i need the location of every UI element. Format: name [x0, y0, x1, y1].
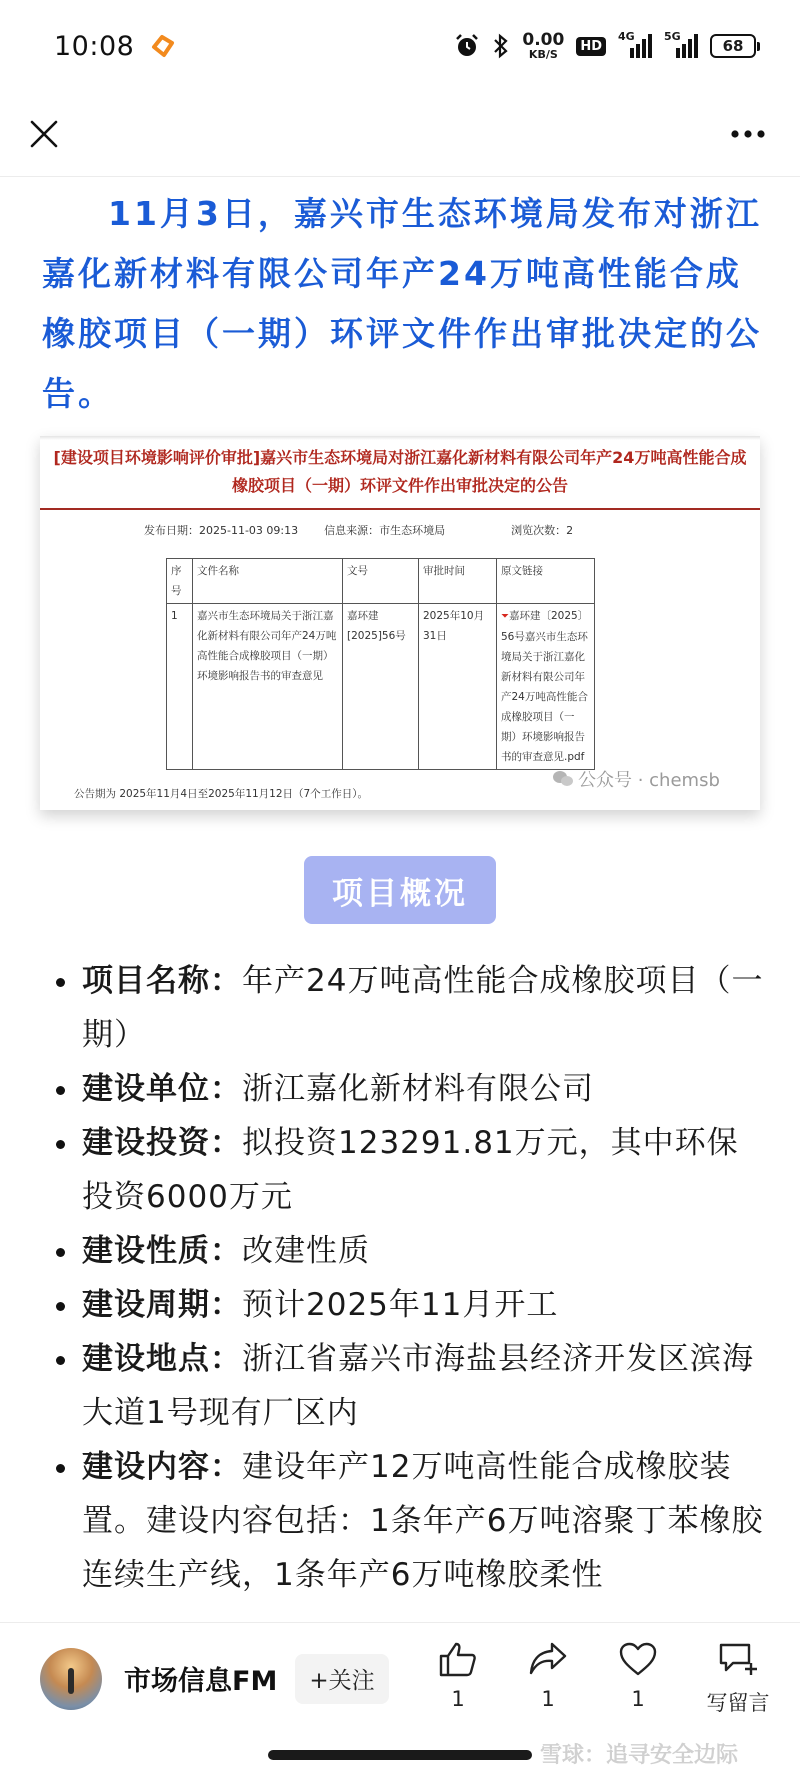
- article-headline: 11月3日，嘉兴市生态环境局发布对浙江嘉化新材料有限公司年产24万吨高性能合成橡胶项目（一期）环评文件作出审批决定的公告。: [42, 194, 762, 413]
- info-key: 建设性质：: [82, 1233, 242, 1269]
- battery-icon: [710, 34, 760, 58]
- share-icon: [528, 1641, 568, 1677]
- notice-source: 信息来源：市生态环境局: [324, 524, 446, 537]
- more-icon: [730, 129, 766, 139]
- info-value: 年产24万吨高性能合成橡胶项目（一期）: [82, 963, 764, 1053]
- image-watermark: 公众号 · chemsb: [552, 766, 720, 792]
- table-header: 原文链接: [497, 559, 595, 604]
- embedded-notice-image[interactable]: [40, 436, 760, 810]
- close-icon: [29, 119, 59, 149]
- info-key: 建设地点：: [82, 1341, 242, 1377]
- table-header: 文号: [343, 559, 419, 604]
- info-value: 建设年产12万吨高性能合成橡胶装置。建设内容包括：1条年产6万吨溶聚丁苯橡胶连续生产线，1条年产6万吨橡胶柔性: [82, 1449, 764, 1593]
- table-header: 序号: [167, 559, 193, 604]
- follow-button[interactable]: +关注: [295, 1654, 388, 1704]
- close-button[interactable]: [22, 112, 66, 156]
- favorite-button[interactable]: [610, 1641, 666, 1717]
- project-info-list: [50, 954, 768, 1602]
- bottom-action-bar: [0, 1622, 800, 1734]
- alarm-icon: [454, 33, 480, 59]
- table-cell-index: 1: [167, 604, 193, 770]
- author-name[interactable]: 市场信息FM: [124, 1666, 278, 1697]
- info-value: 浙江省嘉兴市海盐县经济开发区滨海大道1号现有厂区内: [82, 1341, 754, 1431]
- info-key: 项目名称：: [82, 963, 242, 999]
- notice-footnote: 公告期为 2025年11月4日至2025年11月12日（7个工作日）。: [74, 788, 368, 800]
- table-cell-doc-no: 嘉环建[2025]56号: [343, 604, 419, 770]
- article-body: [0, 176, 800, 424]
- bluetooth-icon: [492, 33, 510, 59]
- network-speed: 0.00 KB/S: [522, 30, 565, 61]
- comment-add-icon: [717, 1641, 759, 1677]
- list-item: [50, 954, 768, 1062]
- table-header: 文件名称: [193, 559, 343, 604]
- more-options-button[interactable]: [726, 112, 770, 156]
- table-header: 审批时间: [419, 559, 497, 604]
- list-item: [50, 1062, 768, 1116]
- wechat-icon: [552, 770, 574, 788]
- list-item: [50, 1278, 768, 1332]
- nav-header: [0, 92, 800, 176]
- like-button[interactable]: [430, 1641, 486, 1717]
- list-item: [50, 1332, 768, 1440]
- table-cell-approval-date: 2025年10月31日: [419, 604, 497, 770]
- info-key: 建设周期：: [82, 1287, 242, 1323]
- heart-icon: [618, 1641, 658, 1677]
- notice-title: [建设项目环境影响评价审批]嘉兴市生态环境局对浙江嘉化新材料有限公司年产24万吨高性能合成橡胶项目（一期）环评文件作出审批决定的公告: [53, 448, 747, 495]
- comment-button[interactable]: [700, 1641, 776, 1717]
- info-value: 改建性质: [242, 1233, 370, 1269]
- avatar[interactable]: [40, 1648, 102, 1710]
- info-key: 建设内容：: [82, 1449, 242, 1485]
- app-notification-icon: [150, 33, 176, 59]
- signal-strength-4g-icon: 4G: [618, 32, 652, 60]
- info-value: 浙江嘉化新材料有限公司: [242, 1071, 594, 1107]
- battery-level: 68: [710, 34, 756, 58]
- table-cell-link[interactable]: [497, 604, 595, 770]
- signal-strength-5g-icon: 5G: [664, 32, 698, 60]
- info-value: 拟投资123291.81万元，其中环保投资6000万元: [82, 1125, 739, 1215]
- info-key: 建设投资：: [82, 1125, 242, 1161]
- table-cell-file-name: 嘉兴市生态环境局关于浙江嘉化新材料有限公司年产24万吨高性能合成橡胶项目（一期）环境影响报告书的审查意见: [193, 604, 343, 770]
- info-key: 建设单位：: [82, 1071, 242, 1107]
- thumbs-up-icon: [438, 1641, 478, 1677]
- gesture-navigation-bar[interactable]: [268, 1750, 532, 1760]
- notice-views: 浏览次数：2: [511, 524, 574, 537]
- hd-voice-badge: HD: [576, 37, 606, 56]
- status-bar: [0, 0, 800, 92]
- site-watermark: 雪球：追寻安全边际: [540, 1743, 739, 1768]
- notice-table: [166, 558, 595, 770]
- list-item: [50, 1224, 768, 1278]
- pdf-link-text[interactable]: 嘉环建〔2025〕56号嘉兴市生态环境局关于浙江嘉化新材料有限公司年产24万吨高性能合成橡胶项目（一期）环境影响报告书的审查意见.pdf: [501, 610, 589, 763]
- status-time: 10:08: [54, 30, 135, 62]
- pdf-icon: ⏷: [501, 611, 509, 622]
- notice-meta: [144, 522, 760, 538]
- info-value: 预计2025年11月开工: [242, 1287, 559, 1323]
- like-count: 1: [451, 1686, 465, 1711]
- share-button[interactable]: [520, 1641, 576, 1717]
- list-item: [50, 1116, 768, 1224]
- comment-label: 写留言: [706, 1690, 770, 1715]
- notice-publish-date: 发布日期：2025-11-03 09:13: [144, 524, 299, 537]
- section-title-badge: 项目概况: [304, 856, 496, 924]
- favorite-count: 1: [631, 1686, 645, 1711]
- list-item: [50, 1440, 768, 1602]
- table-row: [167, 604, 595, 770]
- table-header-row: [167, 559, 595, 604]
- share-count: 1: [541, 1686, 555, 1711]
